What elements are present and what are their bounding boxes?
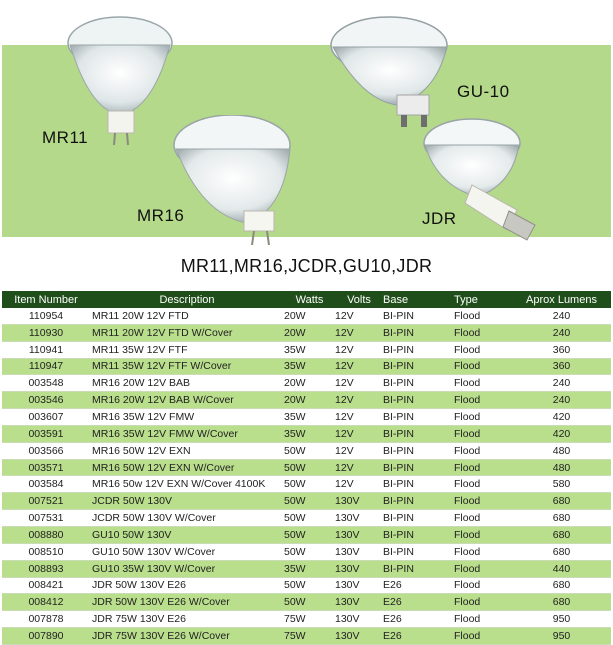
watts-cell: 20W [284, 392, 335, 409]
base-cell: BI-PIN [383, 510, 454, 527]
type-cell: Flood [454, 442, 512, 459]
lumens-cell: 950 [512, 611, 611, 628]
item-number-cell: 008880 [2, 526, 90, 543]
type-cell: Flood [454, 543, 512, 560]
watts-cell: 35W [284, 560, 335, 577]
column-header: Type [454, 291, 512, 308]
description-cell: JCDR 50W 130V [90, 493, 284, 510]
volts-cell: 130V [335, 493, 383, 510]
item-number-cell: 008893 [2, 560, 90, 577]
watts-cell: 35W [284, 341, 335, 358]
volts-cell: 12V [335, 308, 383, 324]
description-cell: JCDR 50W 130V W/Cover [90, 510, 284, 527]
watts-cell: 75W [284, 628, 335, 645]
lumens-cell: 360 [512, 358, 611, 375]
table-row [2, 459, 611, 476]
base-cell: E26 [383, 577, 454, 594]
column-header: Watts [284, 291, 335, 308]
type-cell: Flood [454, 409, 512, 426]
base-cell: BI-PIN [383, 459, 454, 476]
watts-cell: 20W [284, 324, 335, 341]
volts-cell: 12V [335, 476, 383, 493]
base-cell: BI-PIN [383, 493, 454, 510]
jdr-label: JDR [422, 209, 457, 228]
column-header: Volts [335, 291, 383, 308]
watts-cell: 50W [284, 510, 335, 527]
description-cell: MR11 35W 12V FTF W/Cover [90, 358, 284, 375]
type-cell: Flood [454, 476, 512, 493]
item-number-cell: 008421 [2, 577, 90, 594]
lumens-cell: 240 [512, 375, 611, 392]
volts-cell: 12V [335, 324, 383, 341]
mr11-bulb-image [60, 15, 180, 145]
watts-cell: 20W [284, 308, 335, 324]
table-row [2, 442, 611, 459]
type-cell: Flood [454, 324, 512, 341]
lumens-cell: 420 [512, 425, 611, 442]
lumens-cell: 680 [512, 543, 611, 560]
item-number-cell: 110930 [2, 324, 90, 341]
item-number-cell: 003546 [2, 392, 90, 409]
base-cell: E26 [383, 611, 454, 628]
type-cell: Flood [454, 375, 512, 392]
table-row [2, 375, 611, 392]
volts-cell: 12V [335, 459, 383, 476]
description-cell: MR16 35W 12V FMW [90, 409, 284, 426]
description-cell: MR16 35W 12V FMW W/Cover [90, 425, 284, 442]
volts-cell: 130V [335, 628, 383, 645]
mr16-label: MR16 [137, 206, 185, 225]
lumens-cell: 680 [512, 577, 611, 594]
type-cell: Flood [454, 510, 512, 527]
description-cell: GU10 50W 130V [90, 526, 284, 543]
lumens-cell: 360 [512, 341, 611, 358]
watts-cell: 35W [284, 425, 335, 442]
base-cell: BI-PIN [383, 341, 454, 358]
product-banner [2, 45, 611, 237]
volts-cell: 130V [335, 543, 383, 560]
item-number-cell: 008510 [2, 543, 90, 560]
watts-cell: 50W [284, 594, 335, 611]
item-number-cell: 003607 [2, 409, 90, 426]
item-number-cell: 008412 [2, 594, 90, 611]
base-cell: BI-PIN [383, 543, 454, 560]
volts-cell: 12V [335, 375, 383, 392]
volts-cell: 130V [335, 510, 383, 527]
description-cell: MR16 50W 12V EXN [90, 442, 284, 459]
volts-cell: 12V [335, 392, 383, 409]
item-number-cell: 003548 [2, 375, 90, 392]
item-number-cell: 003584 [2, 476, 90, 493]
column-header: Description [90, 291, 284, 308]
lumens-cell: 240 [512, 308, 611, 324]
table-row [2, 476, 611, 493]
volts-cell: 12V [335, 341, 383, 358]
description-cell: JDR 50W 130V E26 W/Cover [90, 594, 284, 611]
table-row [2, 526, 611, 543]
type-cell: Flood [454, 392, 512, 409]
watts-cell: 50W [284, 577, 335, 594]
table-row [2, 493, 611, 510]
type-cell: Flood [454, 611, 512, 628]
base-cell: BI-PIN [383, 358, 454, 375]
item-number-cell: 007521 [2, 493, 90, 510]
table-row [2, 392, 611, 409]
volts-cell: 130V [335, 526, 383, 543]
base-cell: BI-PIN [383, 560, 454, 577]
table-row [2, 425, 611, 442]
base-cell: BI-PIN [383, 526, 454, 543]
type-cell: Flood [454, 594, 512, 611]
type-cell: Flood [454, 493, 512, 510]
table-row [2, 308, 611, 324]
base-cell: BI-PIN [383, 476, 454, 493]
item-number-cell: 110941 [2, 341, 90, 358]
table-row [2, 543, 611, 560]
watts-cell: 50W [284, 459, 335, 476]
lumens-cell: 680 [512, 594, 611, 611]
lumens-cell: 420 [512, 409, 611, 426]
description-cell: MR11 20W 12V FTD W/Cover [90, 324, 284, 341]
lumens-cell: 240 [512, 392, 611, 409]
type-cell: Flood [454, 577, 512, 594]
table-row [2, 510, 611, 527]
description-cell: JDR 75W 130V E26 [90, 611, 284, 628]
volts-cell: 12V [335, 358, 383, 375]
table-row [2, 611, 611, 628]
description-cell: MR16 50W 12V EXN W/Cover [90, 459, 284, 476]
volts-cell: 12V [335, 409, 383, 426]
lumens-cell: 240 [512, 324, 611, 341]
watts-cell: 50W [284, 476, 335, 493]
description-cell: JDR 50W 130V E26 [90, 577, 284, 594]
column-header: Aprox Lumens [512, 291, 611, 308]
item-number-cell: 003566 [2, 442, 90, 459]
type-cell: Flood [454, 425, 512, 442]
description-cell: GU10 35W 130V W/Cover [90, 560, 284, 577]
type-cell: Flood [454, 560, 512, 577]
watts-cell: 50W [284, 442, 335, 459]
watts-cell: 50W [284, 543, 335, 560]
type-cell: Flood [454, 308, 512, 324]
volts-cell: 12V [335, 425, 383, 442]
item-number-cell: 007878 [2, 611, 90, 628]
description-cell: MR16 50w 12V EXN W/Cover 4100K [90, 476, 284, 493]
lumens-cell: 440 [512, 560, 611, 577]
mr11-label: MR11 [42, 128, 89, 147]
table-row [2, 341, 611, 358]
volts-cell: 12V [335, 442, 383, 459]
lumens-cell: 480 [512, 442, 611, 459]
watts-cell: 35W [284, 358, 335, 375]
base-cell: BI-PIN [383, 409, 454, 426]
item-number-cell: 003571 [2, 459, 90, 476]
base-cell: BI-PIN [383, 392, 454, 409]
type-cell: Flood [454, 526, 512, 543]
description-cell: MR11 20W 12V FTD [90, 308, 284, 324]
table-row [2, 560, 611, 577]
item-number-cell: 110947 [2, 358, 90, 375]
item-number-cell: 007890 [2, 628, 90, 645]
description-cell: MR16 20W 12V BAB W/Cover [90, 392, 284, 409]
volts-cell: 130V [335, 594, 383, 611]
lumens-cell: 680 [512, 510, 611, 527]
watts-cell: 75W [284, 611, 335, 628]
item-number-cell: 110954 [2, 308, 90, 324]
base-cell: E26 [383, 594, 454, 611]
base-cell: BI-PIN [383, 308, 454, 324]
description-cell: GU10 50W 130V W/Cover [90, 543, 284, 560]
type-cell: Flood [454, 628, 512, 645]
type-cell: Flood [454, 459, 512, 476]
table-row [2, 577, 611, 594]
gu10-label: GU-10 [457, 82, 510, 101]
table-row [2, 324, 611, 341]
table-row [2, 358, 611, 375]
base-cell: BI-PIN [383, 425, 454, 442]
base-cell: E26 [383, 628, 454, 645]
table-row [2, 594, 611, 611]
base-cell: BI-PIN [383, 324, 454, 341]
base-cell: BI-PIN [383, 375, 454, 392]
description-cell: MR11 35W 12V FTF [90, 341, 284, 358]
item-number-cell: 003591 [2, 425, 90, 442]
watts-cell: 50W [284, 526, 335, 543]
lumens-cell: 480 [512, 459, 611, 476]
volts-cell: 130V [335, 560, 383, 577]
table-row [2, 409, 611, 426]
product-table [2, 291, 611, 645]
watts-cell: 50W [284, 493, 335, 510]
description-cell: MR16 20W 12V BAB [90, 375, 284, 392]
column-header: Item Number [2, 291, 90, 308]
item-number-cell: 007531 [2, 510, 90, 527]
type-cell: Flood [454, 358, 512, 375]
lumens-cell: 580 [512, 476, 611, 493]
lumens-cell: 680 [512, 526, 611, 543]
watts-cell: 20W [284, 375, 335, 392]
table-header-row [2, 291, 611, 308]
column-header: Base [383, 291, 454, 308]
watts-cell: 35W [284, 409, 335, 426]
lumens-cell: 950 [512, 628, 611, 645]
mr16-bulb-image [172, 115, 302, 245]
page-title: MR11,MR16,JCDR,GU10,JDR [180, 256, 433, 276]
volts-cell: 130V [335, 577, 383, 594]
type-cell: Flood [454, 341, 512, 358]
description-cell: JDR 75W 130V E26 W/Cover [90, 628, 284, 645]
volts-cell: 130V [335, 611, 383, 628]
table-body [2, 308, 611, 644]
table-row [2, 628, 611, 645]
base-cell: BI-PIN [383, 442, 454, 459]
lumens-cell: 680 [512, 493, 611, 510]
